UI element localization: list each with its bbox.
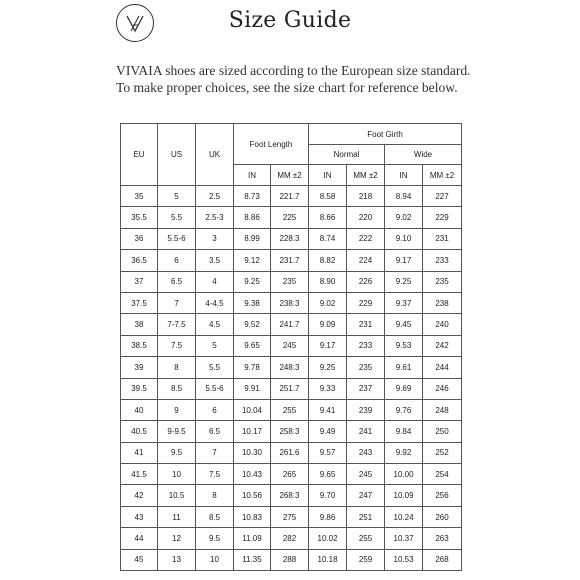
cell-length-mm: 221.7 [271,186,309,207]
cell-normal-mm: 224 [347,250,385,271]
cell-wide-mm: 248 [423,399,462,420]
cell-length-mm: 261.6 [271,442,309,463]
cell-eu: 43 [121,506,158,527]
cell-normal-mm: 247 [347,485,385,506]
cell-normal-mm: 259 [347,549,385,570]
cell-wide-in: 9.84 [385,421,423,442]
cell-normal-in: 8.90 [309,271,347,292]
intro-line-1: VIVAIA shoes are sized according to the European size standard. [116,63,471,78]
cell-normal-in: 10.02 [309,528,347,549]
cell-us: 7-7.5 [158,314,196,335]
cell-wide-mm: 227 [423,186,462,207]
cell-wide-mm: 231 [423,228,462,249]
intro-text [116,62,496,96]
cell-eu: 36.5 [121,250,158,271]
cell-length-mm: 255 [271,399,309,420]
cell-wide-mm: 250 [423,421,462,442]
cell-uk: 8.5 [196,506,234,527]
cell-uk: 4-4.5 [196,292,234,313]
cell-normal-mm: 245 [347,464,385,485]
table-row [121,250,462,271]
cell-wide-in: 9.25 [385,271,423,292]
cell-length-mm: 235 [271,271,309,292]
header-wide: Wide [385,145,462,165]
header-normal-in: IN [309,165,347,186]
size-chart-table [120,123,462,571]
table-row [121,314,462,335]
cell-wide-mm: 263 [423,528,462,549]
cell-uk: 8 [196,485,234,506]
cell-normal-in: 8.82 [309,250,347,271]
cell-normal-mm: 226 [347,271,385,292]
cell-us: 5.5 [158,207,196,228]
cell-length-in: 9.65 [234,335,271,356]
cell-uk: 10 [196,549,234,570]
cell-wide-in: 9.92 [385,442,423,463]
cell-wide-in: 9.45 [385,314,423,335]
cell-length-in: 9.52 [234,314,271,335]
cell-length-in: 9.78 [234,357,271,378]
cell-eu: 41.5 [121,464,158,485]
cell-normal-in: 9.25 [309,357,347,378]
cell-normal-mm: 235 [347,357,385,378]
cell-wide-in: 10.24 [385,506,423,527]
cell-uk: 3.5 [196,250,234,271]
cell-uk: 6 [196,399,234,420]
cell-uk: 2.5 [196,186,234,207]
header-uk: UK [196,124,234,186]
cell-uk: 7.5 [196,464,234,485]
header-wide-mm: MM ±2 [423,165,462,186]
table-row [121,357,462,378]
cell-wide-in: 9.10 [385,228,423,249]
cell-normal-in: 8.74 [309,228,347,249]
cell-eu: 39 [121,357,158,378]
cell-us: 12 [158,528,196,549]
cell-uk: 5.5-6 [196,378,234,399]
cell-wide-mm: 254 [423,464,462,485]
cell-wide-in: 10.53 [385,549,423,570]
cell-wide-mm: 238 [423,292,462,313]
cell-eu: 36 [121,228,158,249]
cell-length-mm: 238.3 [271,292,309,313]
intro-line-2: To make proper choices, see the size chart for reference below. [116,80,458,95]
cell-normal-in: 9.49 [309,421,347,442]
table-row [121,421,462,442]
cell-wide-mm: 268 [423,549,462,570]
cell-uk: 4 [196,271,234,292]
cell-uk: 7 [196,442,234,463]
cell-normal-mm: 231 [347,314,385,335]
cell-length-in: 10.43 [234,464,271,485]
cell-wide-mm: 233 [423,250,462,271]
cell-wide-in: 9.76 [385,399,423,420]
cell-us: 13 [158,549,196,570]
cell-length-in: 11.09 [234,528,271,549]
cell-uk: 4.5 [196,314,234,335]
cell-us: 6.5 [158,271,196,292]
cell-wide-mm: 235 [423,271,462,292]
cell-eu: 38.5 [121,335,158,356]
cell-wide-in: 9.17 [385,250,423,271]
cell-uk: 3 [196,228,234,249]
cell-length-in: 8.86 [234,207,271,228]
cell-eu: 37.5 [121,292,158,313]
header-length-mm: MM ±2 [271,165,309,186]
table-row [121,549,462,570]
cell-normal-mm: 229 [347,292,385,313]
cell-length-mm: 282 [271,528,309,549]
cell-length-mm: 288 [271,549,309,570]
cell-eu: 45 [121,549,158,570]
cell-length-mm: 258.3 [271,421,309,442]
cell-normal-in: 10.18 [309,549,347,570]
table-row [121,378,462,399]
cell-us: 6 [158,250,196,271]
cell-wide-mm: 246 [423,378,462,399]
table-row [121,292,462,313]
cell-wide-in: 10.09 [385,485,423,506]
cell-wide-in: 9.37 [385,292,423,313]
size-rows [121,186,462,571]
table-row [121,207,462,228]
cell-wide-mm: 229 [423,207,462,228]
cell-length-mm: 268.3 [271,485,309,506]
cell-length-mm: 248.3 [271,357,309,378]
cell-normal-in: 9.70 [309,485,347,506]
cell-wide-in: 9.53 [385,335,423,356]
cell-us: 9.5 [158,442,196,463]
cell-normal-in: 8.58 [309,186,347,207]
cell-normal-mm: 237 [347,378,385,399]
cell-wide-mm: 244 [423,357,462,378]
cell-us: 9 [158,399,196,420]
cell-normal-in: 9.86 [309,506,347,527]
cell-normal-in: 9.41 [309,399,347,420]
cell-wide-mm: 242 [423,335,462,356]
cell-eu: 37 [121,271,158,292]
table-row [121,506,462,527]
cell-normal-mm: 241 [347,421,385,442]
cell-length-in: 11.35 [234,549,271,570]
cell-us: 7.5 [158,335,196,356]
cell-length-mm: 245 [271,335,309,356]
cell-length-in: 8.99 [234,228,271,249]
cell-wide-mm: 252 [423,442,462,463]
cell-normal-in: 9.65 [309,464,347,485]
table-row [121,399,462,420]
cell-uk: 9.5 [196,528,234,549]
cell-wide-mm: 256 [423,485,462,506]
cell-normal-mm: 255 [347,528,385,549]
table-row [121,528,462,549]
header-normal-mm: MM ±2 [347,165,385,186]
table-row [121,464,462,485]
header-length-in: IN [234,165,271,186]
cell-us: 8.5 [158,378,196,399]
cell-length-mm: 241.7 [271,314,309,335]
cell-normal-in: 9.02 [309,292,347,313]
cell-normal-mm: 220 [347,207,385,228]
cell-us: 5 [158,186,196,207]
cell-normal-in: 9.33 [309,378,347,399]
cell-length-in: 9.91 [234,378,271,399]
cell-normal-mm: 218 [347,186,385,207]
cell-us: 8 [158,357,196,378]
cell-wide-mm: 260 [423,506,462,527]
table-row [121,271,462,292]
cell-wide-in: 8.94 [385,186,423,207]
cell-wide-in: 10.00 [385,464,423,485]
cell-length-mm: 251.7 [271,378,309,399]
table-row [121,442,462,463]
cell-wide-in: 9.69 [385,378,423,399]
table-row [121,485,462,506]
cell-length-in: 8.73 [234,186,271,207]
header-eu: EU [121,124,158,186]
header-normal: Normal [309,145,385,165]
cell-uk: 5 [196,335,234,356]
cell-uk: 2.5-3 [196,207,234,228]
cell-length-mm: 225 [271,207,309,228]
cell-eu: 41 [121,442,158,463]
cell-us: 9-9.5 [158,421,196,442]
cell-normal-in: 9.17 [309,335,347,356]
cell-normal-mm: 222 [347,228,385,249]
cell-wide-in: 9.02 [385,207,423,228]
cell-normal-mm: 239 [347,399,385,420]
header-foot-length: Foot Length [234,124,309,165]
header-wide-in: IN [385,165,423,186]
cell-length-in: 10.83 [234,506,271,527]
cell-length-in: 10.04 [234,399,271,420]
cell-eu: 40 [121,399,158,420]
cell-length-mm: 231.7 [271,250,309,271]
cell-length-mm: 265 [271,464,309,485]
cell-us: 5.5-6 [158,228,196,249]
cell-eu: 40.5 [121,421,158,442]
cell-eu: 35.5 [121,207,158,228]
page-title: Size Guide [228,8,352,33]
table-row [121,186,462,207]
cell-us: 7 [158,292,196,313]
cell-eu: 38 [121,314,158,335]
cell-length-in: 10.17 [234,421,271,442]
cell-length-in: 9.38 [234,292,271,313]
cell-us: 10 [158,464,196,485]
cell-uk: 6.5 [196,421,234,442]
table-row [121,335,462,356]
table-row [121,228,462,249]
header-us: US [158,124,196,186]
cell-length-in: 10.56 [234,485,271,506]
cell-length-mm: 275 [271,506,309,527]
cell-us: 10.5 [158,485,196,506]
header-foot-girth: Foot Girth [309,124,462,145]
cell-eu: 42 [121,485,158,506]
cell-length-in: 10.30 [234,442,271,463]
cell-eu: 35 [121,186,158,207]
cell-normal-in: 9.57 [309,442,347,463]
cell-normal-mm: 243 [347,442,385,463]
cell-normal-mm: 251 [347,506,385,527]
cell-wide-in: 10.37 [385,528,423,549]
cell-length-in: 9.25 [234,271,271,292]
cell-us: 11 [158,506,196,527]
cell-normal-in: 9.09 [309,314,347,335]
cell-eu: 39.5 [121,378,158,399]
cell-normal-in: 8.66 [309,207,347,228]
cell-uk: 5.5 [196,357,234,378]
cell-eu: 44 [121,528,158,549]
cell-length-in: 9.12 [234,250,271,271]
cell-length-mm: 228.3 [271,228,309,249]
cell-normal-mm: 233 [347,335,385,356]
cell-wide-in: 9.61 [385,357,423,378]
cell-wide-mm: 240 [423,314,462,335]
